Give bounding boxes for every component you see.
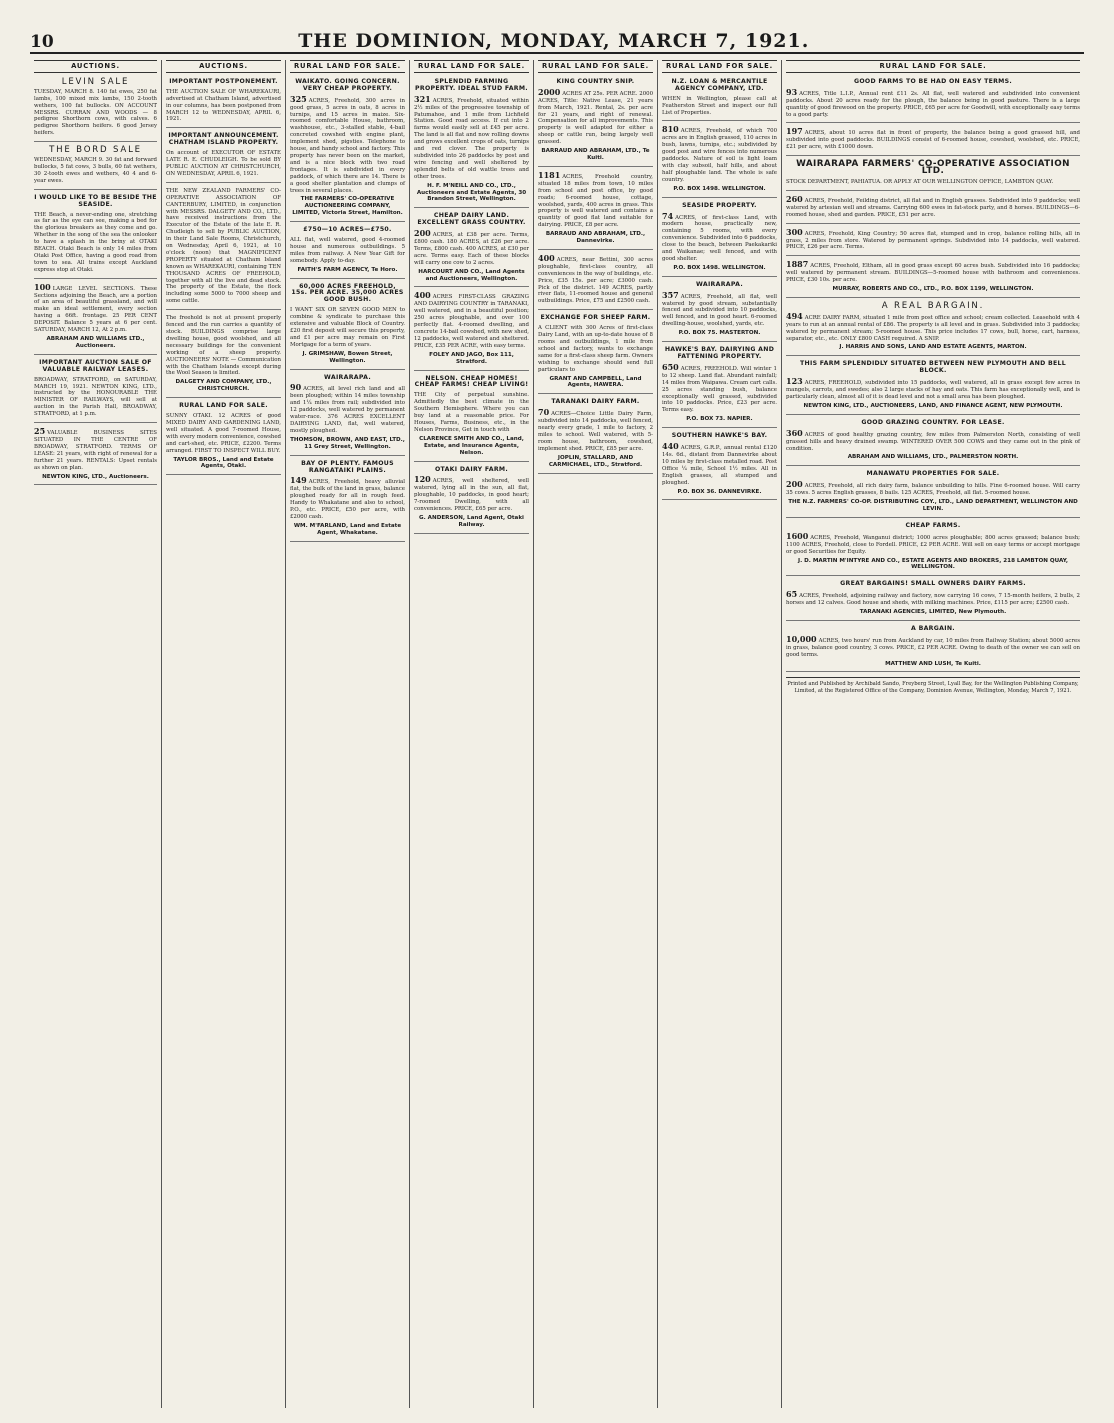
column-header: AUCTIONS. xyxy=(166,60,281,73)
acreage-lead: 357 xyxy=(662,289,679,300)
ad-body xyxy=(662,361,777,414)
advertisement xyxy=(786,226,1080,257)
ad-text: ACRES, Title L.I.P., Annual rent £11 2s. All flat, well watered and subdivided into convenient paddocks. About 20 acres ready for the plough, the balance being in good pasture. There is a large quantity of good firewood on the property. PRICE, £65 per acre for Goodwill, with exceptionally easy terms to a good party. xyxy=(786,90,1080,118)
ad-text: TUESDAY, MARCH 8. 140 fat ewes, 250 fat lambs, 100 mixed mix lambs, 150 2-tooth wethers, 100 fat bullocks. ON ACCOUNT MESSRS. CURRAN AND WOODS — 8 pedigree Shorthorn cows, with calves. 6 pedigree Shorthorn heifers. 6 good Jersey heifers. xyxy=(34,88,157,137)
acreage-lead: 100 xyxy=(34,281,51,292)
ad-body xyxy=(34,377,157,418)
acreage-lead: 120 xyxy=(414,474,431,485)
ad-signature: FAITH'S FARM AGENCY, Te Horo. xyxy=(297,266,398,273)
masthead xyxy=(30,30,1084,54)
ad-heading: RURAL LAND FOR SALE. xyxy=(179,402,268,410)
ad-body xyxy=(786,128,1080,151)
acreage-lead: 325 xyxy=(290,93,307,104)
ad-body xyxy=(290,237,405,265)
advertisement xyxy=(166,188,281,310)
ad-signature: HARCOURT AND CO., Land Agents and Auctioneers, Wellington. xyxy=(418,268,525,282)
ad-signature: G. ANDERSON, Land Agent, Otaki Railway. xyxy=(419,514,524,528)
ad-body xyxy=(662,96,777,117)
ad-text: BROADWAY, STRATFORD, on SATURDAY, MARCH 19, 1921. NEWTON KING, LTD., instructed by the HONOURABLE THE MINISTER OF RAILWAYS, will sell at auction in the Parish Hall, BROADWAY, STRATFORD, at 1 p.m. xyxy=(34,376,157,418)
ad-body xyxy=(414,292,529,349)
ad-signature: J. HARRIS AND SONS, LAND AND ESTATE AGENTS, MARTON. xyxy=(839,344,1027,351)
ad-body xyxy=(538,169,653,229)
advertisement xyxy=(414,213,529,287)
ad-body xyxy=(34,428,157,471)
acreage-lead: 300 xyxy=(786,226,803,237)
advertisement xyxy=(786,581,1080,621)
advertisement xyxy=(786,300,1080,356)
ad-body xyxy=(538,86,653,146)
ad-text: WHEN in Wellington, please call at Featherston Street and inspect our full List of Properties. xyxy=(662,95,777,116)
ad-signature: CLARENCE SMITH AND CO., Land, Estate, and Insurance Agents, Nelson. xyxy=(419,435,524,456)
ad-heading: A REAL BARGAIN. xyxy=(881,300,985,311)
ad-heading: £750—10 ACRES—£750. xyxy=(303,226,392,234)
ad-text: ACRES, Freehold, King Country; 50 acres flat, stumped and in crop, balance rolling hills, all in grass, 2 miles from store. Watered by permanent springs. Subdivided into 14 paddocks, well watered. PRICE, £26 per acre. Terms. xyxy=(786,230,1080,251)
advertisement xyxy=(290,375,405,456)
ad-heading: SOUTHERN HAWKE'S BAY. xyxy=(671,432,768,440)
ad-heading: GOOD FARMS TO BE HAD ON EASY TERMS. xyxy=(853,77,1013,85)
ad-text: ACRES, FREEHOLD. Will winter 1 to 12 sheep. Land flat. Abundant rainfall; 14 miles from Waipawa. Cream cart calls. 25 acres standing bush, balance exceptionally well grassed, subdivided into 10 paddocks. Price, £23 per acre. Terms easy. xyxy=(662,365,777,414)
advertisement xyxy=(34,195,157,279)
ad-signature: P.O. BOX 73. NAPIER. xyxy=(686,416,753,423)
ad-text: VALUABLE BUSINESS SITES SITUATED IN THE CENTRE OF BROADWAY, STRATFORD. TERMS OF LEASE: 21 years, with right of renewal for a further 21 years. RENTALS: Upset rentals as shown on plan. xyxy=(34,430,157,471)
advertisement xyxy=(662,347,777,428)
advertisement xyxy=(786,420,1080,467)
acreage-lead: 200 xyxy=(414,228,431,239)
columns-container xyxy=(30,60,1084,1408)
advertisement xyxy=(786,261,1080,298)
ad-heading: GREAT BARGAINS! SMALL OWNERS DAIRY FARMS. xyxy=(840,580,1026,588)
ad-signature: MATTHEW AND LUSH, Te Kuiti. xyxy=(885,660,981,667)
acreage-lead: 440 xyxy=(662,441,679,452)
ad-text: ACRES, Freehold, all rich dairy farm, balance unbuilding to hills. Fine 6-roomed house. Will carry 35 cows. 5 acres English grasses, 8 bails. 125 ACRES, Freehold, all flat. 5-roomed house. xyxy=(786,483,1080,497)
ad-heading: LEVIN SALE xyxy=(61,76,130,87)
ad-text: ACRES, G.R.P., annual rental £120 14s. 6d., distant from Dannevirke about 10 miles by first-class metalled road. Post Office ¼ mile, School 1½ miles. All in English grasses, all stumped and ploughed. xyxy=(662,445,777,486)
column-3 xyxy=(286,60,410,1408)
ad-body xyxy=(786,378,1080,401)
ad-body xyxy=(290,307,405,348)
ad-heading: KING COUNTRY SNIP. xyxy=(556,77,635,85)
ad-heading: NELSON. CHEAP HOMES! CHEAP FARMS! CHEAP LIVING! xyxy=(414,374,529,389)
ad-signature: WM. M'FARLAND, Land and Estate Agent, Whakatane. xyxy=(293,522,402,536)
ad-body xyxy=(786,179,1080,186)
ad-signature: JOPLIN, STALLARD, AND CARMICHAEL, LTD., Stratford. xyxy=(548,454,643,468)
ad-body xyxy=(34,281,157,334)
advertisement xyxy=(538,315,653,394)
ad-body xyxy=(34,212,157,274)
acreage-lead: 1600 xyxy=(786,530,809,541)
ad-signature: ABRAHAM AND WILLIAMS LTD., Auctioneers. xyxy=(46,336,145,349)
column-2 xyxy=(162,60,286,1408)
ad-body xyxy=(786,633,1080,659)
ad-body xyxy=(166,188,281,305)
advertisement xyxy=(414,376,529,462)
ad-text: ACRES, two hours' run from Auckland by car, 10 miles from Railway Station; about 5000 acres in grass, balance good country, 3 cows. PRICE, £2 PER ACRE. Owing to death of the owner we can sell on good terms. xyxy=(786,637,1080,658)
ad-signature: NEWTON KING, LTD., AUCTIONEERS, LAND, AND FINANCE AGENT, NEW PLYMOUTH. xyxy=(803,402,1063,409)
acreage-lead: 494 xyxy=(786,310,803,321)
ad-text: ACRES, FREEHOLD, subdivided into 15 paddocks, well watered, all in grass except few acres in mangels, carrots, and swedes; also 2 large stacks of hay and oats. This farm has exceptionally well, and is particularly clean, almost all of it is dead level and not a small area has been ploughed. xyxy=(786,380,1080,400)
advertisement xyxy=(290,461,405,542)
ad-text: ACRES, Freehold, 300 acres in good grass, 5 acres in oats, 8 acres in turnips, and 15 acres in maize. Six-roomed comfortable House, bathroom, washhouse, etc., 3-stalled stable, 4-bail concreted cowshed with engine plant, implement shed, pigsties. Telephone to house, and handy school and factory. This property has never been on the market, and is a nice block with two road frontages. It is subdivided in every paddock, of which there are 14. There is a good shelter plantation and clumps of trees in several places. xyxy=(290,97,405,194)
ad-heading: I WOULD LIKE TO BE BESIDE THE SEASIDE. xyxy=(34,193,157,208)
ad-signature: P.O. BOX 75. MASTERTON. xyxy=(678,330,761,337)
column-header: AUCTIONS. xyxy=(34,60,157,73)
ad-body xyxy=(414,476,529,513)
advertisement xyxy=(290,284,405,370)
ad-text: ACRES—Choice Little Dairy Farm, subdivided into 14 paddocks, well fenced, nearly every grade, 1 mile to factory, 2 miles to school. Well watered, with 5-room house, bathroom, cowshed, implement shed. PRICE, £85 per acre. xyxy=(538,411,653,452)
ad-body xyxy=(290,93,405,195)
advertisement xyxy=(662,282,777,342)
ad-heading: WAIRARAPA. xyxy=(324,373,371,381)
ad-heading: MANAWATU PROPERTIES FOR SALE. xyxy=(866,470,1000,478)
ad-heading: A BARGAIN. xyxy=(911,624,955,632)
acreage-lead: 197 xyxy=(786,126,803,137)
column-header: RURAL LAND FOR SALE. xyxy=(662,60,777,73)
ad-signature: DALGETY AND COMPANY, LTD., CHRISTCHURCH. xyxy=(175,379,272,393)
ad-body xyxy=(414,93,529,181)
advertisement xyxy=(34,76,157,142)
ad-signature: THE FARMERS' CO-OPERATIVE AUCTIONEERING COMPANY, LIMITED, Victoria Street, Hamilton. xyxy=(292,196,403,217)
column-5 xyxy=(534,60,658,1408)
column-header: RURAL LAND FOR SALE. xyxy=(786,60,1080,73)
advertisement xyxy=(538,399,653,473)
masthead-title: THE DOMINION, MONDAY, MARCH 7, 1921. xyxy=(298,30,810,52)
ad-text: SUNNY OTAKI. 12 ACRES of good MIXED DAIRY AND GARDENING LAND, well situated. A good 7-roomed House, with every modern convenience, cowshed and cart-shed, etc. PRICE, £2200. Terms arranged. FIRST TO INSPECT WILL BUY. xyxy=(166,413,281,454)
advertisement xyxy=(786,471,1080,518)
ad-text: WEDNESDAY, MARCH 9. 30 fat and forward bullocks, 5 fat cows, 3 bulls, 60 fat wethers, 30 2-tooth ewes and wethers, 40 4 and 6-year ewes. xyxy=(34,157,157,184)
ad-body xyxy=(166,150,281,178)
acreage-lead: 149 xyxy=(290,475,307,486)
advertisement xyxy=(538,79,653,167)
ad-heading: IMPORTANT AUCTION SALE OF VALUABLE RAILWAY LEASES. xyxy=(39,358,152,373)
column-header: RURAL LAND FOR SALE. xyxy=(290,60,405,73)
ad-body xyxy=(414,392,529,433)
ad-signature: BARRAUD AND ABRAHAM, LTD., Te Kuiti. xyxy=(541,148,650,161)
ad-text: The freehold is not at present properly fenced and the run carries a quantity of stock. BUILDINGS comprise large dwelling house, good woolshed, and all necessary buildings for the convenient working of a sheep property. AUCTIONEERS' NOTE — Communication with the Chatham Islands except during the Wool Season is limited. xyxy=(166,315,281,377)
advertisement xyxy=(290,79,405,222)
imprint-footer: Printed and Published by Archibald Sando, Freyberg Street, Lyall Bay, for the Wellington Publishing Company, Limited, at the Registered Office of the Company, Dominion Avenue, Wellington, Monday, March 7, 1921. xyxy=(786,677,1080,695)
ad-text: ACRES, Freehold country, situated 18 miles from town, 10 miles from school and post office, by good roads; 6-roomed house, cottage, woolshed, yards, 400 acres in grass. This property is well watered and contains a quantity of good flat land suitable for dairying. PRICE, £8 per acre. xyxy=(538,173,653,229)
ad-signature: TARANAKI AGENCIES, LIMITED, New Plymouth. xyxy=(859,609,1007,616)
ad-text: STOCK DEPARTMENT, PAHIATUA. OR APPLY AT OUR WELLINGTON OFFICE, LAMBTON QUAY. xyxy=(786,178,1054,185)
ad-body xyxy=(538,252,653,305)
ad-text: ACRES, Freehold, Eltham, all in good grass except 60 acres bush. Subdivided into 16 paddocks; well watered by permanent stream. BUILDINGS—5-roomed house with bathroom and conveniences. PRICE, £30 10s. per acre. xyxy=(786,263,1080,284)
acreage-lead: 10,000 xyxy=(786,633,817,644)
ad-signature: BARRAUD AND ABRAHAM, LTD., Dannevirke. xyxy=(545,231,646,245)
ad-heading: TARANAKI DAIRY FARM. xyxy=(551,398,640,406)
advertisement xyxy=(34,147,157,190)
advertisement xyxy=(786,626,1080,673)
column-6 xyxy=(658,60,782,1408)
ad-heading: OTAKI DAIRY FARM. xyxy=(434,465,508,473)
advertisement xyxy=(166,315,281,398)
advertisement xyxy=(290,227,405,278)
ad-body xyxy=(786,226,1080,252)
column-header: RURAL LAND FOR SALE. xyxy=(538,60,653,73)
advertisement xyxy=(166,133,281,182)
ad-heading: THIS FARM SPLENDIDLY SITUATED BETWEEN NEW PLYMOUTH AND BELL BLOCK. xyxy=(799,360,1066,375)
acreage-lead: 400 xyxy=(538,252,555,263)
ad-text: THE NEW ZEALAND FARMERS' CO-OPERATIVE ASSOCIATION OF CANTERBURY, LIMITED, in conjunction with MESSRS. DALGETY AND CO., LTD., have received instructions from the Executor of the Estate of the late E. R. Chudleigh to sell by PUBLIC AUCTION, in their Land Sale Rooms, Christchurch, on Wednesday, April 6, 1921, at 10 o'clock (noon) that MAGNIFICENT PROPERTY situated at Chatham Island known as WHAREKAURI, containing TEN THOUSAND ACRES OF FREEHOLD, together with all the live and dead stock. The property of the Estate, the flock including some 5000 to 7000 sheep and some cattle. xyxy=(166,187,281,305)
ad-body xyxy=(786,193,1080,219)
ad-signature: H. F. M'NEILL AND CO., LTD., Auctioneers and Estate Agents, 30 Brandon Street, Wellington. xyxy=(416,182,527,203)
ad-heading: CHEAP DAIRY LAND. EXCELLENT GRASS COUNTRY. xyxy=(417,212,526,227)
ad-heading: EXCHANGE FOR SHEEP FARM. xyxy=(540,314,651,322)
ad-body xyxy=(786,481,1080,497)
advertisement xyxy=(662,203,777,277)
ad-body xyxy=(414,230,529,267)
ad-text: ACRES, Freehold, Wanganui district; 1000 acres ploughable; 800 acres grassed; balance bush; 1100 ACRES, Freehold, close to Fordell. PRICE, £2 PER ACRE. Will sell on easy terms or accept mortgage or good Securities for Equity. xyxy=(786,534,1080,555)
ad-body xyxy=(538,325,653,373)
advertisement xyxy=(662,79,777,122)
ad-text: ACRES FIRST-CLASS GRAZING AND DAIRYING COUNTRY in TARANAKI, well watered, and in a beautiful position; 250 acres ploughable, and over 100 perfectly flat. 4-roomed dwelling, and concrete 14-bail cowshed, with new shed, 12 paddocks, well watered and sheltered. PRICE, £35 PER ACRE, with easy terms. xyxy=(414,294,529,349)
ad-text: ACRES, Freehold, all flat, well watered by good stream, substantially fenced and subdivided into 10 paddocks, well fenced, and in good heart. 6-roomed dwelling-house, woolshed, yards, etc. xyxy=(662,293,777,328)
ad-signature: P.O. BOX 1498. WELLINGTON. xyxy=(673,264,766,271)
column-4 xyxy=(410,60,534,1408)
ad-heading: HAWKE'S BAY. DAIRYING AND FATTENING PROPERTY. xyxy=(664,346,775,360)
advertisement xyxy=(414,292,529,370)
advertisement xyxy=(786,523,1080,576)
advertisement xyxy=(786,193,1080,224)
ad-text: ACRES, Freehold, heavy alluvial flat, the bulk of the land in grass, balance ploughed ready for all in rough feed. Handy to Whakatane and also to school, P.O., etc. PRICE, £50 per acre, with £2000 cash. xyxy=(290,479,405,520)
advertisement xyxy=(662,126,777,197)
ad-body xyxy=(786,530,1080,556)
ad-text: THE City of perpetual sunshine. Admittedly the best climate in the Southern Hemisphere. Where you can buy land at a reasonable price. For Houses, Farms, Business, etc., in the Nelson Province, Get in touch with xyxy=(414,392,529,433)
ad-text: LARGE LEVEL SECTIONS. These Sections adjoining the Beach, are a portion of an area of beautiful grassland, and will make an ideal settlement, every section having a 66ft. frontage. 25 PER CENT DEPOSIT. Balance 5 years at 6 per cent. SATURDAY, MARCH 12, At 2 p.m. xyxy=(34,285,157,334)
acreage-lead: 260 xyxy=(786,193,803,204)
column-7 xyxy=(782,60,1084,1408)
ad-text: ACRES of good healthy grazing country, few miles from Palmerston North, consisting of well grassed hills and heavy drained swamp. WINTERED OVER 500 COWS and they came out in the pink of condition. xyxy=(786,431,1080,452)
acreage-lead: 93 xyxy=(786,86,798,97)
ad-body xyxy=(290,477,405,520)
ad-body xyxy=(786,427,1080,453)
page-number: 10 xyxy=(30,32,54,52)
acreage-lead: 360 xyxy=(786,427,803,438)
ad-body xyxy=(662,210,777,263)
ad-body xyxy=(662,443,777,486)
ad-body xyxy=(166,315,281,377)
ad-body xyxy=(166,413,281,454)
ad-text: THE AUCTION SALE OF WHAREKAURI, advertised at Chatham Island, advertised in our columns, has been postponed from MARCH 12 to WEDNESDAY, APRIL 6, 1921. xyxy=(166,88,281,123)
ad-body xyxy=(166,89,281,124)
acreage-lead: 123 xyxy=(786,376,803,387)
advertisement xyxy=(414,79,529,208)
ad-body xyxy=(662,289,777,329)
acreage-lead: 650 xyxy=(662,361,679,372)
ad-body xyxy=(786,86,1080,119)
ad-heading: SEASIDE PROPERTY. xyxy=(682,201,757,209)
ad-text: A CLIENT with 300 Acres of first-class Dairy Land, with an up-to-date house of 8 rooms and outbuildings, 1 mile from school and factory, wants to exchange same for a first-class sheep farm. Owners wishing to exchange should send full particulars to xyxy=(538,325,653,373)
advertisement xyxy=(786,161,1080,191)
ad-signature: P.O. BOX 36. DANNEVIRKE. xyxy=(677,488,762,495)
ad-heading: CHEAP FARMS. xyxy=(905,521,961,529)
advertisement xyxy=(662,433,777,500)
ad-text: ACRES, Freehold, Feilding district, all flat and in English grasses. Subdivided into 9 paddocks; well watered by artesian well and streams. Carrying 600 ewes in fat-stock party, and 8 horses. BUILDINGS—6-roomed house, shed and garden. PRICE, £51 per acre. xyxy=(786,197,1080,218)
ad-signature: J. GRIMSHAW, Bowen Street, Wellington. xyxy=(302,350,393,364)
ad-heading: SPLENDID FARMING PROPERTY. IDEAL STUD FARM. xyxy=(415,77,528,92)
advertisement xyxy=(538,252,653,310)
ad-text: ACRES, all level rich land and all been ploughed; within 14 miles township and 1¼ miles from rail; subdivided into 12 paddocks, well watered by permanent water-race. 376 ACRES EXCELLENT DAIRYING LAND, flat, well watered, mostly ploughed. xyxy=(290,386,405,434)
ad-body xyxy=(538,409,653,452)
ad-signature: FOLEY AND JAGO, Box 111, Stratford. xyxy=(429,351,514,365)
advertisement xyxy=(414,467,529,534)
advertisement xyxy=(34,428,157,485)
ad-body xyxy=(34,157,157,185)
advertisement xyxy=(538,169,653,250)
ad-signature: THE N.Z. FARMERS' CO-OP. DISTRIBUTING COY., LTD., LAND DEPARTMENT, WELLINGTON AND LEVIN. xyxy=(788,499,1078,512)
ad-text: ACRES, well sheltered, well watered, lying all in the sun, all flat, ploughable, 10 paddocks, in good heart; 7-roomed Dwelling, with all conveniences. PRICE, £65 per acre. xyxy=(414,478,529,513)
acreage-lead: 90 xyxy=(290,382,302,393)
ad-signature: MURRAY, ROBERTS AND CO., LTD., P.O. BOX 1199, WELLINGTON. xyxy=(832,286,1034,293)
ad-heading: WAIRARAPA FARMERS' CO-OPERATIVE ASSOCIATION LTD. xyxy=(796,159,1070,177)
ad-text: ACRES AT 25s. PER ACRE. 2000 ACRES, Title: Native Lease, 21 years from March, 1921. Rental, 2s. per acre for 21 years, and right of renewal. Compensation for all improvements. This property is well adapted for either a sheep or cattle run, being largely well grassed. xyxy=(538,90,653,146)
advertisement xyxy=(786,128,1080,156)
ad-signature: J. D. MARTIN M'INTYRE AND CO., ESTATE AGENTS AND BROKERS, 218 LAMBTON QUAY, WELLINGTON. xyxy=(798,557,1068,571)
ad-heading: 60,000 ACRES FREEHOLD, 15s. PER ACRE. 35,000 ACRES GOOD BUSH. xyxy=(291,282,404,304)
ad-heading: IMPORTANT POSTPONEMENT. xyxy=(169,77,278,85)
ad-body xyxy=(290,384,405,434)
advertisement xyxy=(786,361,1080,414)
ad-heading: GOOD GRAZING COUNTRY. FOR LEASE. xyxy=(861,418,1005,426)
ad-text: ACRES, Freehold, situated within 2½ miles of the progressive township of Patumahoe, and 1 mile from Lichfield Station. Good road access. If cut into 2 farms would easily sell at £45 per acre. The land is all flat and now rolling downs and grows excellent crops of oats, turnips and red clover. The property is subdivided into 26 paddocks by post and wire fencing and well sheltered by splendid belts of old wattle trees and other trees. xyxy=(414,97,529,180)
advertisement xyxy=(786,79,1080,124)
ad-body xyxy=(34,89,157,137)
ad-heading: IMPORTANT ANNOUNCEMENT. CHATHAM ISLAND PROPERTY. xyxy=(168,132,279,147)
ad-text: On account of EXECUTOR OF ESTATE LATE R. E. CHUDLEIGH. To be sold BY PUBLIC AUCTION AT CHRISTCHURCH, ON WEDNESDAY, APRIL 6, 1921. xyxy=(166,150,281,177)
ad-text: ACRES, Freehold, of which 700 acres are in English grassed, 110 acres in bush, lawns, turnips, etc.; subdivided by good post and wire fences into numerous paddocks. Nature of soil is light loam with clay subsoil, half hills, and about half ploughable land. The whole is safe country. xyxy=(662,128,777,183)
acreage-lead: 70 xyxy=(538,407,550,418)
ad-heading: N.Z. LOAN & MERCANTILE AGENCY COMPANY, LTD. xyxy=(671,77,768,92)
ad-signature: NEWTON KING, LTD., Auctioneers. xyxy=(42,473,149,480)
ad-body xyxy=(786,591,1080,607)
ad-text: ACRE DAIRY FARM, situated 1 mile from post office and school; cream collected. Leasehold with 4 years to run at an annual rental of £86. The property is all level and in grass. Subdivided into 3 paddocks; watered by permanent stream; 5-roomed house. This price includes 17 cows, bull, horse, cart, harness, separator, etc., etc. ONLY £800 CASH required. A SNIP. xyxy=(786,314,1080,342)
ad-text: THE Beach, a never-ending one, stretching as far as the eye can see, making a bed for the glorious breakers as they come and go. Whether in the song of the sea the onlooker to have a splash in the briny at OTAKI BEACH. Otaki Beach is only 14 miles from Otaki Post Office, having a good road from town to sea. All trains except Auckland express stop at Otaki. xyxy=(34,211,157,273)
ad-signature: THOMSON, BROWN, AND EAST, LTD., 11 Grey Street, Wellington. xyxy=(290,436,405,450)
ad-text: ACRES, at £38 per acre. Terms, £800 cash. 180 ACRES, at £26 per acre. Terms, £800 cash. 400 ACRES, at £30 per acre. Terms easy. Each of these blocks will carry one cow to 2 acres. xyxy=(414,232,529,266)
ad-body xyxy=(662,126,777,183)
ad-signature: TAYLOR BROS., Land and Estate Agents, Otaki. xyxy=(173,456,274,470)
acreage-lead: 1887 xyxy=(786,259,809,270)
ad-heading: BAY OF PLENTY. FAMOUS RANGATAIKI PLAINS. xyxy=(301,459,394,474)
ad-text: I WANT SIX OR SEVEN GOOD MEN to combine & syndicate to purchase this extensive and valuable Block of Country. £20 first deposit will secure this property, and £1 per acre may remain on First Mortgage for a term of years. xyxy=(290,307,405,348)
acreage-lead: 25 xyxy=(34,426,46,437)
ad-signature: ABRAHAM AND WILLIAMS, LTD., PALMERSTON NORTH. xyxy=(847,454,1019,461)
ad-text: ACRES, about 10 acres flat in front of property, the balance being a good grassed hill, and subdivided into good paddocks. BUILDINGS consist of 6-roomed house, cowshed, woolshed, etc. PRICE, £21 per acre, with £1000 down. xyxy=(786,130,1080,151)
acreage-lead: 200 xyxy=(786,479,803,490)
ad-signature: P.O. BOX 1498. WELLINGTON. xyxy=(673,185,766,192)
advertisement xyxy=(34,360,157,423)
ad-signature: GRANT AND CAMPBELL, Land Agents, HAWERA. xyxy=(549,375,642,389)
column-header: RURAL LAND FOR SALE. xyxy=(414,60,529,73)
ad-text: ACRES, near Bettini, 300 acres ploughable, first-class country, all conveniences in the way of buildings, etc. Price, £35 15s. per acre; £3000 cash. Pick of the district. 149 ACRES, partly river flats, 11-roomed house and general outbuildings. Price, £75 and £2500 cash. xyxy=(538,256,653,305)
acreage-lead: 74 xyxy=(662,210,674,221)
ad-text: ACRES, Freehold, adjoining railway and factory, now carrying 16 cows, 7 15-month heifers, 2 bulls, 2 horses and 12 calves. Good house and sheds, with milking machines. Price, £115 per acre; £2500 cash. xyxy=(786,593,1080,607)
acreage-lead: 2000 xyxy=(538,86,561,97)
acreage-lead: 1181 xyxy=(538,169,561,180)
ad-heading: WAIRARAPA. xyxy=(696,280,743,288)
acreage-lead: 400 xyxy=(414,290,431,301)
ad-text: ALL flat, well watered, good 4-roomed house and numerous outbuildings. 5 miles from railway. A New Year Gift for somebody. Apply to-day. xyxy=(290,237,405,264)
ad-heading: THE BORD SALE xyxy=(49,145,142,156)
advertisement xyxy=(166,403,281,475)
ad-text: ACRES, of first-class Land, with modern house, practically new, containing 5 rooms, with every convenience. Subdivided into 6 paddocks, close to the beach, between Paekakariki and Waikanae; well fenced, and with good shelter. xyxy=(662,214,777,262)
ad-body xyxy=(786,261,1080,284)
advertisement xyxy=(34,281,157,355)
advertisement xyxy=(166,79,281,128)
acreage-lead: 65 xyxy=(786,589,798,600)
ad-heading: WAIKATO. GOING CONCERN. VERY CHEAP PROPERTY. xyxy=(295,77,400,92)
acreage-lead: 321 xyxy=(414,93,431,104)
ad-body xyxy=(786,310,1080,343)
column-1 xyxy=(30,60,162,1408)
acreage-lead: 810 xyxy=(662,124,679,135)
